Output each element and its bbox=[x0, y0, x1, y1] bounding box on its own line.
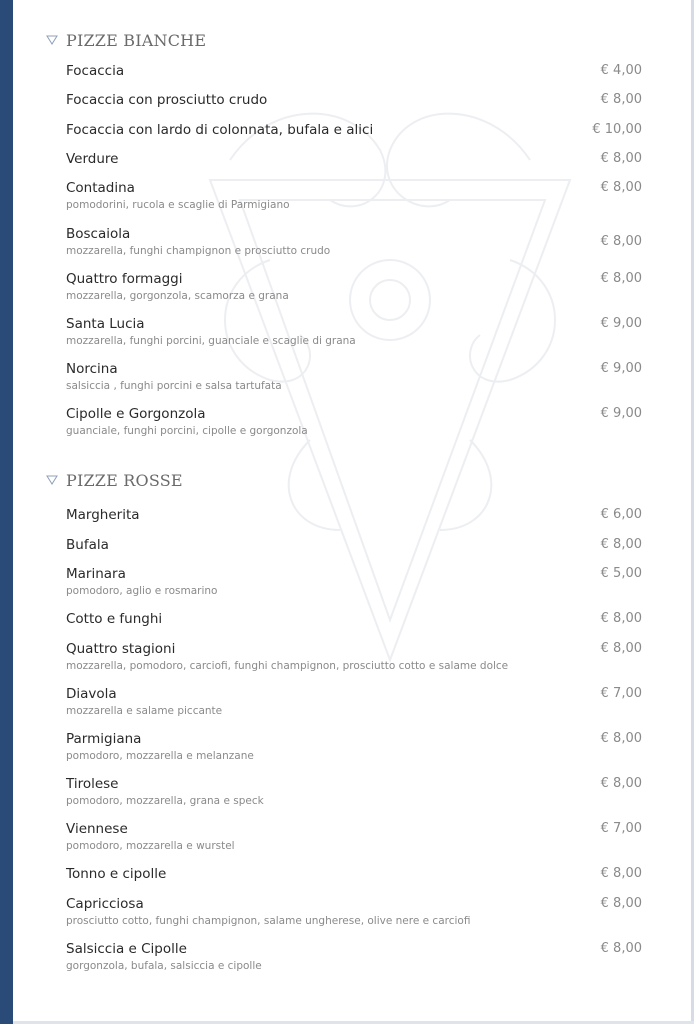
item-price: € 8,00 bbox=[600, 151, 642, 166]
item-name: Capricciosa bbox=[66, 896, 144, 912]
menu-item bbox=[0, 226, 694, 266]
item-name: Santa Lucia bbox=[66, 316, 145, 332]
item-price: € 8,00 bbox=[600, 92, 642, 107]
item-name: Focaccia bbox=[66, 63, 125, 79]
item-price: € 8,00 bbox=[600, 537, 642, 552]
item-description: mozzarella, gorgonzola, scamorza e grana bbox=[66, 290, 289, 302]
section-header bbox=[46, 29, 206, 51]
menu-item bbox=[0, 731, 694, 771]
item-price: € 5,00 bbox=[600, 566, 642, 581]
menu-item bbox=[0, 641, 694, 681]
section-header bbox=[46, 469, 183, 491]
item-description: mozzarella, funghi champignon e prosciutto crudo bbox=[66, 245, 331, 257]
item-name: Boscaiola bbox=[66, 226, 131, 242]
menu-item bbox=[0, 566, 694, 606]
item-price: € 8,00 bbox=[600, 611, 642, 626]
menu-item bbox=[0, 180, 694, 220]
item-description: pomodoro, aglio e rosmarino bbox=[66, 585, 218, 597]
triangle-down-outline-icon bbox=[46, 474, 58, 486]
item-price: € 8,00 bbox=[600, 941, 642, 956]
item-price: € 10,00 bbox=[592, 122, 642, 137]
item-name: Diavola bbox=[66, 686, 117, 702]
menu-item bbox=[0, 686, 694, 726]
item-name: Cotto e funghi bbox=[66, 611, 163, 627]
item-price: € 8,00 bbox=[600, 271, 642, 286]
item-price: € 7,00 bbox=[600, 686, 642, 701]
menu-item bbox=[0, 406, 694, 446]
menu-item bbox=[0, 821, 694, 861]
item-name: Salsiccia e Cipolle bbox=[66, 941, 187, 957]
item-price: € 8,00 bbox=[600, 866, 642, 881]
item-name: Tirolese bbox=[66, 776, 119, 792]
menu-item bbox=[0, 361, 694, 401]
item-description: pomodoro, mozzarella, grana e speck bbox=[66, 795, 264, 807]
triangle-down-outline-icon bbox=[46, 34, 58, 46]
item-name: Viennese bbox=[66, 821, 128, 837]
item-name: Parmigiana bbox=[66, 731, 142, 747]
item-description: prosciutto cotto, funghi champignon, salame ungherese, olive nere e carciofi bbox=[66, 915, 471, 927]
item-price: € 8,00 bbox=[600, 641, 642, 656]
item-price: € 9,00 bbox=[600, 406, 642, 421]
item-price: € 8,00 bbox=[600, 731, 642, 746]
item-name: Bufala bbox=[66, 537, 109, 553]
item-description: pomodoro, mozzarella e melanzane bbox=[66, 750, 254, 762]
item-description: gorgonzola, bufala, salsiccia e cipolle bbox=[66, 960, 262, 972]
item-price: € 4,00 bbox=[600, 63, 642, 78]
item-name: Contadina bbox=[66, 180, 135, 196]
menu-item bbox=[0, 941, 694, 981]
section-title: PIZZE BIANCHE bbox=[66, 30, 207, 50]
item-name: Quattro formaggi bbox=[66, 271, 183, 287]
item-price: € 8,00 bbox=[600, 896, 642, 911]
item-name: Margherita bbox=[66, 507, 140, 523]
item-name: Focaccia con lardo di colonnata, bufala e alici bbox=[66, 122, 374, 138]
item-description: pomodoro, mozzarella e wurstel bbox=[66, 840, 235, 852]
item-price: € 8,00 bbox=[600, 776, 642, 791]
menu-item bbox=[0, 271, 694, 311]
item-price: € 8,00 bbox=[600, 234, 642, 249]
menu-item bbox=[0, 896, 694, 936]
item-name: Cipolle e Gorgonzola bbox=[66, 406, 206, 422]
item-description: guanciale, funghi porcini, cipolle e gorgonzola bbox=[66, 425, 308, 437]
item-price: € 7,00 bbox=[600, 821, 642, 836]
item-name: Marinara bbox=[66, 566, 126, 582]
menu-item bbox=[0, 776, 694, 816]
item-price: € 9,00 bbox=[600, 361, 642, 376]
item-name: Tonno e cipolle bbox=[66, 866, 167, 882]
item-name: Norcina bbox=[66, 361, 118, 377]
item-description: pomodorini, rucola e scaglie di Parmigiano bbox=[66, 199, 290, 211]
item-description: mozzarella, pomodoro, carciofi, funghi champignon, prosciutto cotto e salame dolce bbox=[66, 660, 509, 672]
section-title: PIZZE ROSSE bbox=[66, 470, 183, 490]
item-description: salsiccia , funghi porcini e salsa tartufata bbox=[66, 380, 282, 392]
item-price: € 9,00 bbox=[600, 316, 642, 331]
item-description: mozzarella, funghi porcini, guanciale e scaglie di grana bbox=[66, 335, 356, 347]
item-description: mozzarella e salame piccante bbox=[66, 705, 223, 717]
item-name: Focaccia con prosciutto crudo bbox=[66, 92, 268, 108]
item-name: Verdure bbox=[66, 151, 119, 167]
item-name: Quattro stagioni bbox=[66, 641, 176, 657]
item-price: € 8,00 bbox=[600, 180, 642, 195]
item-price: € 6,00 bbox=[600, 507, 642, 522]
menu-item bbox=[0, 316, 694, 356]
